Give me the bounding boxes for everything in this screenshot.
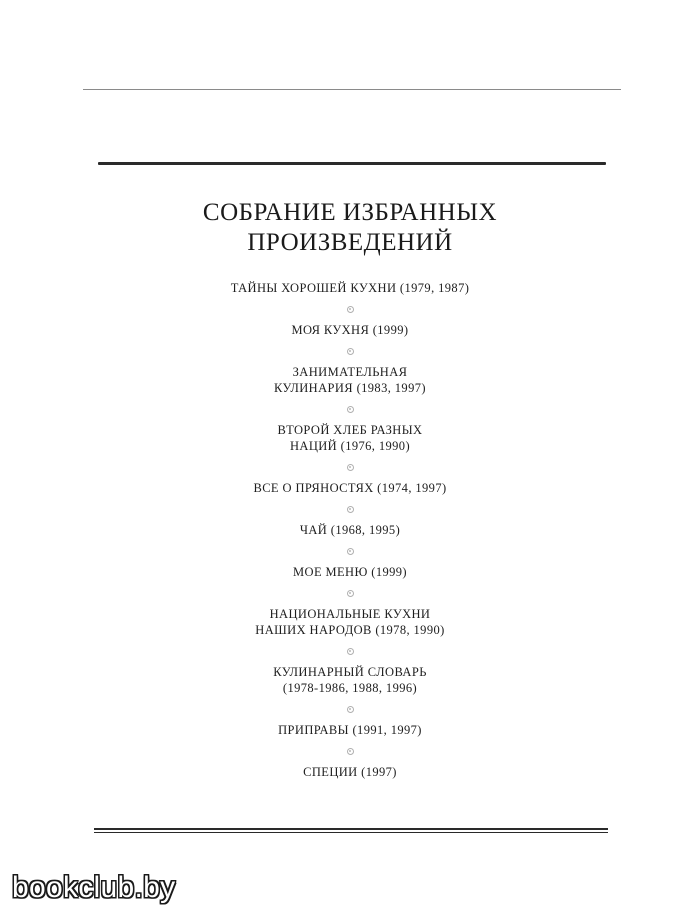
work-line: КУЛИНАРИЯ (1983, 1997): [274, 381, 426, 395]
work-item: [0, 664, 700, 696]
work-line: ВТОРОЙ ХЛЕБ РАЗНЫХ: [277, 423, 423, 437]
work-item: [0, 606, 700, 638]
work-line: МОЕ МЕНЮ (1999): [293, 565, 407, 579]
page-title: [0, 198, 700, 258]
work-item: [0, 522, 700, 538]
work-line: МОЯ КУХНЯ (1999): [291, 323, 409, 337]
separator: [0, 338, 700, 364]
ornament-circle-icon: [347, 306, 354, 313]
work-item: [0, 364, 700, 396]
ornament-circle-icon: [347, 706, 354, 713]
work-item: [0, 764, 700, 780]
work-line: ТАЙНЫ ХОРОШЕЙ КУХНИ (1979, 1987): [230, 281, 470, 295]
work-line: НАЦИОНАЛЬНЫЕ КУХНИ: [269, 607, 431, 621]
title-line-1: СОБРАНИЕ ИЗБРАННЫХ: [202, 199, 498, 226]
ornament-circle-icon: [347, 406, 354, 413]
work-line: ВСЕ О ПРЯНОСТЯХ (1974, 1997): [253, 481, 447, 495]
separator: [0, 496, 700, 522]
work-item: [0, 480, 700, 496]
works-list: [0, 280, 700, 780]
work-line: ПРИПРАВЫ (1991, 1997): [278, 723, 422, 737]
separator: [0, 538, 700, 564]
separator: [0, 396, 700, 422]
separator: [0, 454, 700, 480]
work-item: [0, 422, 700, 454]
ornament-circle-icon: [347, 506, 354, 513]
title-line-2: ПРОИЗВЕДЕНИЙ: [247, 229, 453, 256]
work-item: [0, 564, 700, 580]
work-line: СПЕЦИИ (1997): [303, 765, 397, 779]
work-line: КУЛИНАРНЫЙ СЛОВАРЬ: [273, 665, 427, 679]
work-line: НАШИХ НАРОДОВ (1978, 1990): [255, 623, 445, 637]
ornament-circle-icon: [347, 548, 354, 555]
separator: [0, 296, 700, 322]
watermark-logo: bookclub.by: [12, 871, 176, 904]
work-item: [0, 280, 700, 296]
ornament-circle-icon: [347, 590, 354, 597]
work-item: [0, 722, 700, 738]
separator: [0, 638, 700, 664]
ornament-circle-icon: [347, 464, 354, 471]
work-line: НАЦИЙ (1976, 1990): [289, 439, 411, 453]
top-divider: [83, 89, 621, 90]
frame-bottom-rule: [94, 828, 608, 833]
separator: [0, 738, 700, 764]
ornament-circle-icon: [347, 348, 354, 355]
ornament-circle-icon: [347, 648, 354, 655]
work-item: [0, 322, 700, 338]
work-line: ЗАНИМАТЕЛЬНАЯ: [292, 365, 408, 379]
frame-top-rule: [98, 162, 606, 165]
separator: [0, 580, 700, 606]
work-line: ЧАЙ (1968, 1995): [299, 523, 401, 537]
ornament-circle-icon: [347, 748, 354, 755]
work-line: (1978-1986, 1988, 1996): [282, 681, 418, 695]
separator: [0, 696, 700, 722]
